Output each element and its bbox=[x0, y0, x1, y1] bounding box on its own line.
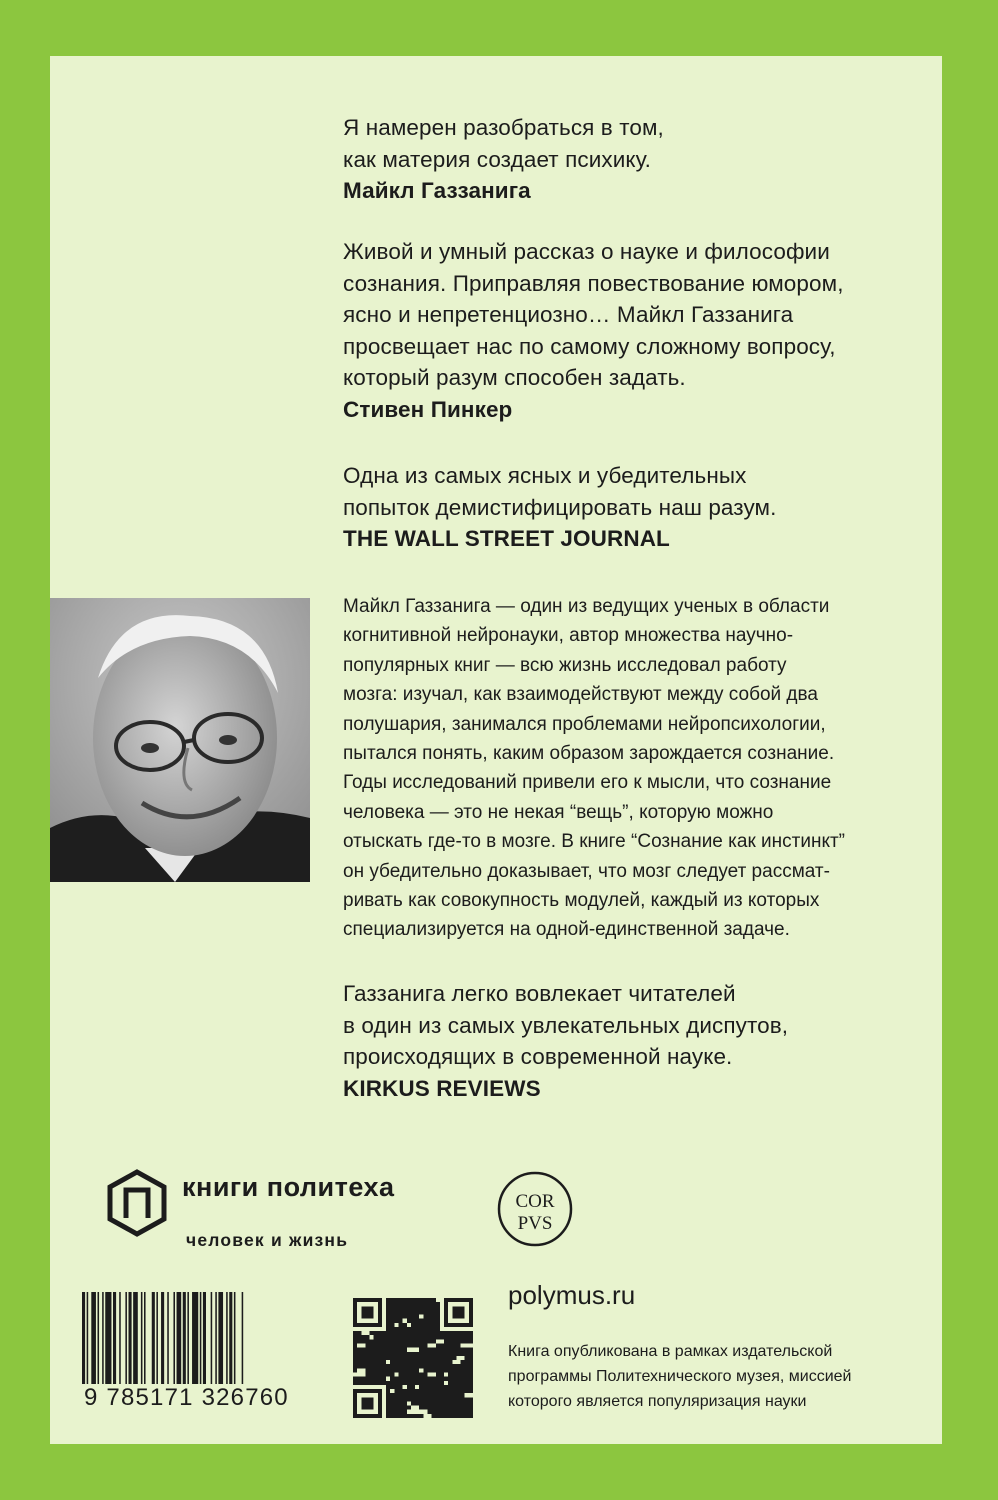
publisher-note: Книга опубликована в рамках издательской программы Политехнического музея, миссией которого является популяризация науки bbox=[508, 1343, 852, 1410]
svg-text:COR: COR bbox=[515, 1191, 555, 1212]
corpus-logo bbox=[495, 1169, 575, 1249]
quote-source: Стивен Пинкер bbox=[343, 396, 513, 422]
svg-text:PVS: PVS bbox=[517, 1213, 553, 1234]
quote-source: KIRKUS REVIEWS bbox=[343, 1075, 541, 1101]
quote-kirkus: Газзанига легко вовлекает читателей в один из самых увлекательных диспутов, происходящих в современной науке. KIRKUS REVIEWS bbox=[343, 978, 788, 1104]
publisher-name: книги политеха bbox=[182, 1172, 395, 1202]
isbn-number: 9 785171 326760 bbox=[84, 1384, 289, 1411]
quote-source: THE WALL STREET JOURNAL bbox=[343, 526, 670, 551]
author-photo bbox=[50, 598, 310, 882]
quote-pinker: Живой и умный рассказ о науке и философии сознания. Приправляя повествование юмором, ясно и непретенциозно… Майкл Газзанига просвещает нас по самому сложному вопросу, который разум способен задать. Стивен Пинкер bbox=[343, 236, 844, 425]
hexagon-p-icon bbox=[106, 1168, 168, 1238]
qr-code-icon bbox=[353, 1298, 473, 1418]
website-link[interactable]: polymus.ru bbox=[508, 1280, 636, 1310]
publisher-logo bbox=[106, 1156, 486, 1266]
quote-gazzaniga: Я намерен разобраться в том, как материя создает психику. Майкл Газзанига bbox=[343, 112, 664, 207]
quote-source: Майкл Газзанига bbox=[343, 178, 531, 203]
publisher-tagline: человек и жизнь bbox=[186, 1230, 349, 1250]
quote-wsj: Одна из самых ясных и убедительных попыток демистифицировать наш разум. THE WALL STREET JOURNAL bbox=[343, 460, 776, 555]
back-cover-panel bbox=[50, 56, 942, 1444]
author-bio: Майкл Газзанига — один из ведущих ученых в области когнитивной нейронауки, автор множества научно- популярных книг — всю жизнь исследовал работу мозга: изучал, как взаимодействуют между собой два полушария, занимался проблемами нейропсихологии, пытался понять, каким образом зарождается сознание. Годы исследований привели его к мысли, что сознание человека — это не некая “вещь”, которую можно отыскать где-то в мозге. В книге “Сознание как инстинкт” он убедительно доказывает, что мозг следует рассмат- ривать как совокупность модулей, каждый из которых специализируется на одной-единственной задаче. bbox=[343, 596, 846, 941]
